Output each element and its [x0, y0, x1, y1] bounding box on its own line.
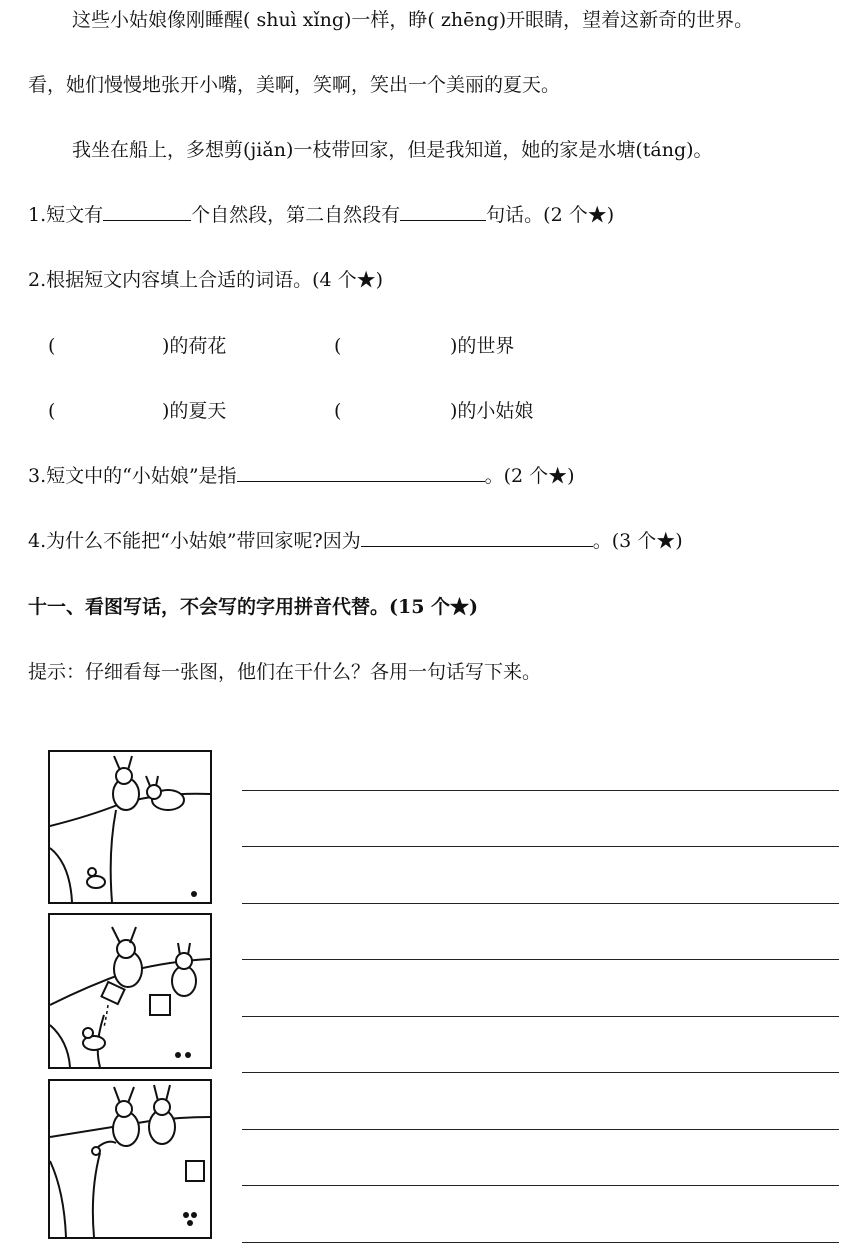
- q2-item-lotus: )的荷花: [162, 335, 227, 357]
- passage-paragraph-3: 我坐在船上，多想剪(jiǎn)一枝带回家，但是我知道，她的家是水塘(táng)。: [72, 139, 713, 161]
- question-3-part-a: 3.短文中的“小姑娘”是指: [28, 465, 237, 487]
- question-4-part-a: 4.为什么不能把“小姑娘”带回家呢?因为: [28, 530, 361, 552]
- writing-line-9[interactable]: [242, 1242, 839, 1243]
- picture-scene-1: [50, 752, 210, 902]
- writing-line-2[interactable]: [242, 846, 839, 847]
- passage-paragraph-1: 这些小姑娘像刚睡醒( shuì xǐng)一样，睁( zhēng)开眼睛，望着这新奇的世界。: [72, 9, 754, 31]
- question-4-part-b: 。(3 个★): [592, 530, 683, 552]
- q2-open-paren-2: (: [334, 335, 342, 357]
- section-11-hint: 提示：仔细看每一张图，他们在干什么？各用一句话写下来。: [28, 661, 542, 683]
- q2-item-summer: )的夏天: [162, 400, 227, 422]
- q2-open-paren-4: (: [334, 400, 342, 422]
- writing-line-3[interactable]: [242, 903, 839, 904]
- answer-blank-q4[interactable]: [361, 529, 593, 547]
- answer-blank-paragraph-count[interactable]: [103, 203, 191, 221]
- question-1-part-a: 1.短文有: [28, 204, 104, 226]
- question-1: [28, 203, 614, 227]
- section-11-title: 十一、看图写话，不会写的字用拼音代替。(15 个★): [28, 596, 479, 618]
- answer-blank-q3[interactable]: [237, 464, 485, 482]
- question-3: [28, 464, 575, 488]
- picture-panel-1: [48, 750, 212, 904]
- q2-item-little-girl: )的小姑娘: [450, 400, 534, 422]
- picture-panel-2: [48, 913, 212, 1069]
- question-4: [28, 529, 683, 553]
- writing-line-1[interactable]: [242, 790, 839, 791]
- question-1-part-b: 个自然段，第二自然段有: [191, 204, 401, 226]
- answer-blank-sentence-count[interactable]: [400, 203, 486, 221]
- picture-panel-3: [48, 1079, 212, 1239]
- q2-open-paren-1: (: [48, 335, 56, 357]
- q2-item-world: )的世界: [450, 335, 515, 357]
- q2-open-paren-3: (: [48, 400, 56, 422]
- passage-paragraph-2: 看，她们慢慢地张开小嘴，美啊，笑啊，笑出一个美丽的夏天。: [28, 74, 561, 96]
- writing-line-8[interactable]: [242, 1185, 839, 1186]
- picture-scene-2: [50, 915, 210, 1067]
- writing-line-6[interactable]: [242, 1072, 839, 1073]
- writing-line-5[interactable]: [242, 1016, 839, 1017]
- picture-scene-3: [50, 1081, 210, 1237]
- question-3-part-b: 。(2 个★): [484, 465, 575, 487]
- writing-line-7[interactable]: [242, 1129, 839, 1130]
- question-1-part-c: 句话。(2 个★): [486, 204, 615, 226]
- question-2: 2.根据短文内容填上合适的词语。(4 个★): [28, 269, 384, 291]
- writing-line-4[interactable]: [242, 959, 839, 960]
